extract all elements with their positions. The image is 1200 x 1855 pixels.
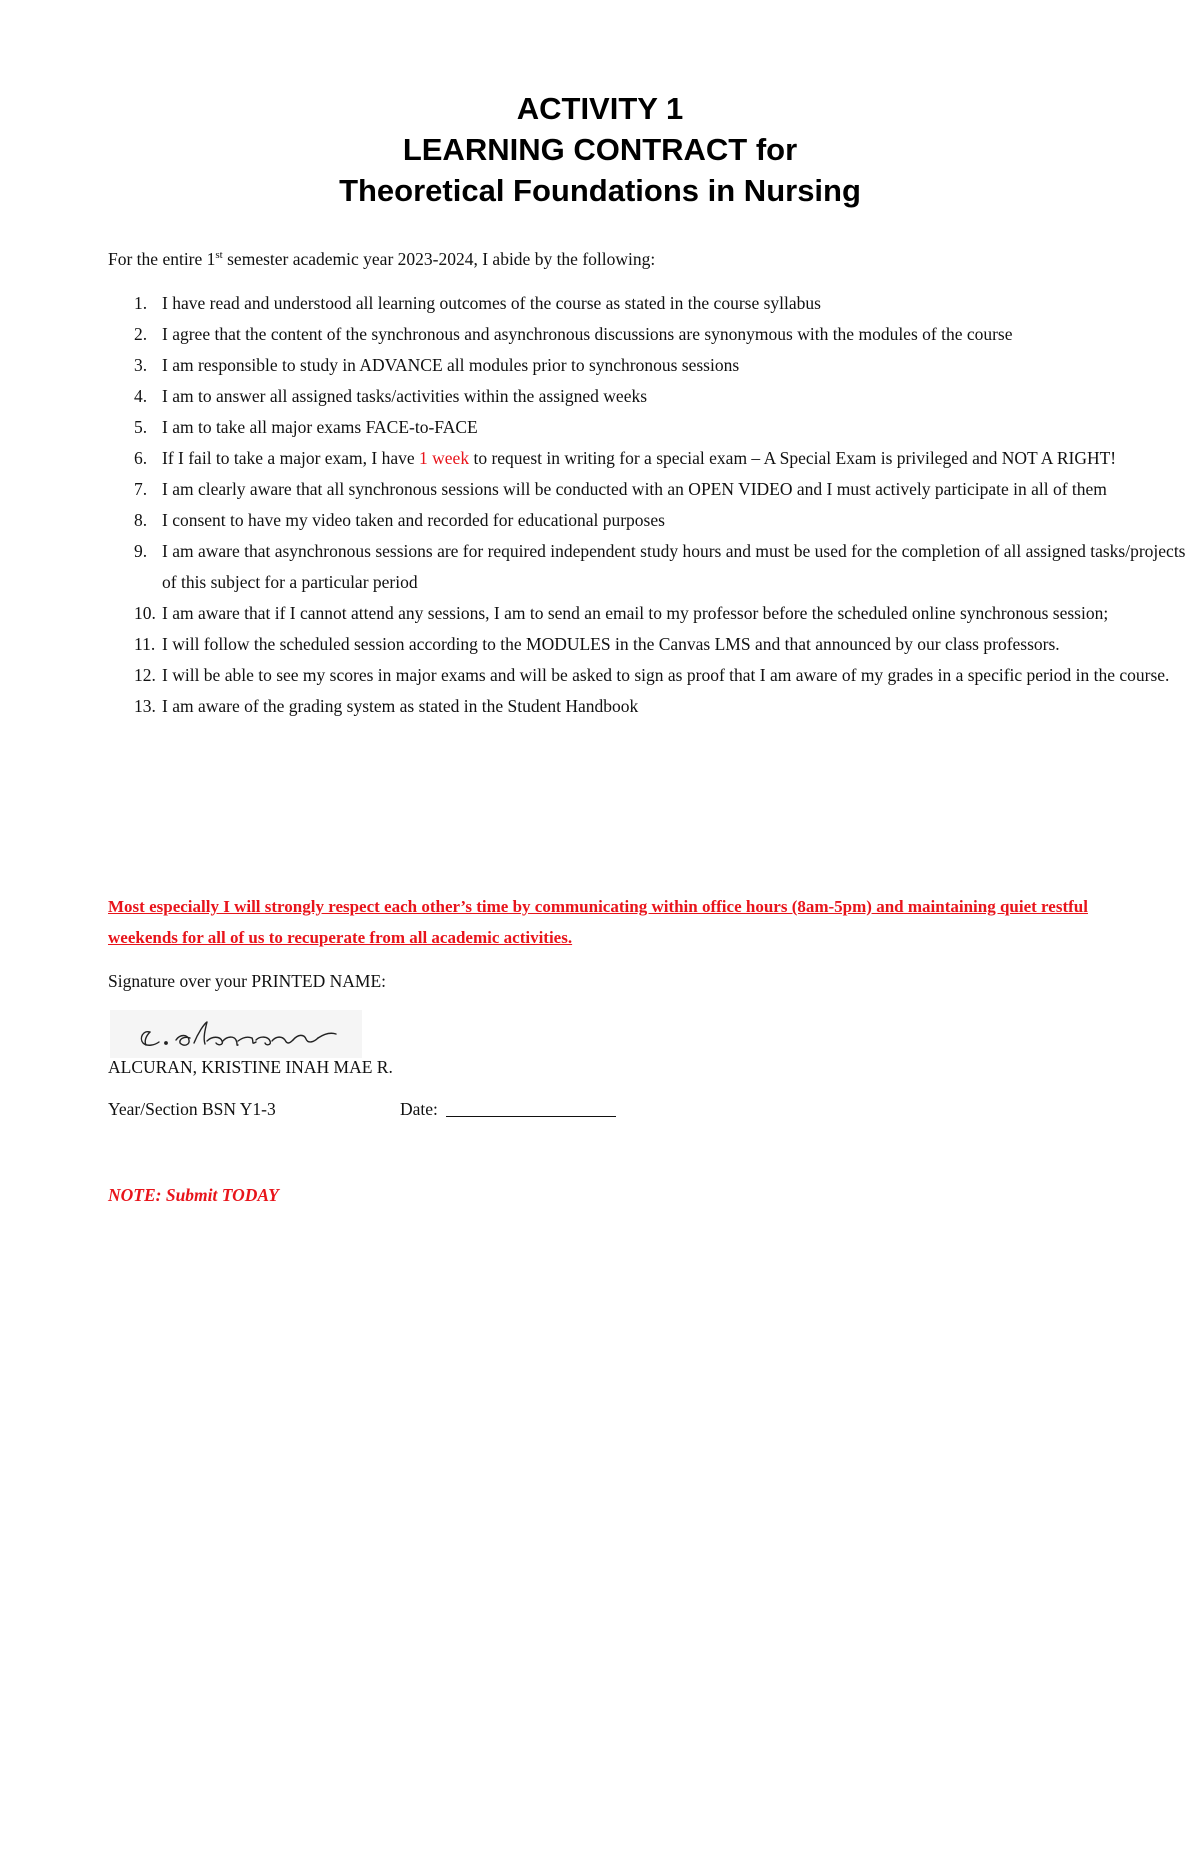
title-line-contract: LEARNING CONTRACT for (402, 132, 798, 167)
clause-number: 10. (134, 603, 156, 623)
clause-number: 7. (134, 479, 148, 499)
contract-clause-list (108, 288, 1186, 722)
clause-number: 5. (134, 417, 148, 437)
clause-item (108, 505, 1192, 536)
clause-number: 1. (134, 293, 148, 313)
clause-item (108, 288, 1192, 319)
clause-number: 6. (134, 448, 148, 468)
date-label: Date: (400, 1099, 438, 1119)
signature-image (110, 1010, 362, 1058)
emphasis-statement: Most especially I will strongly respect each other’s time by communicating within office hours (8am-5pm) and maintaining quiet restful weekends for all of us to recuperate from all academic activities. (108, 897, 1088, 947)
clause-item (108, 536, 1192, 598)
clause-text: I am to answer all assigned tasks/activities within the assigned weeks (162, 386, 648, 406)
clause-text: I agree that the content of the synchronous and asynchronous discussions are synonymous with the modules of the course (162, 324, 1013, 344)
clause-text-after: to request in writing for a special exam – A Special Exam is privileged and NOT A RIGHT! (469, 448, 1117, 468)
clause-item (108, 474, 1192, 505)
submission-note: NOTE: Submit TODAY (108, 1185, 279, 1205)
intro-paragraph (108, 247, 655, 271)
clause-item (108, 319, 1192, 350)
clause-text: I consent to have my video taken and recorded for educational purposes (162, 510, 665, 530)
clause-item (108, 412, 1192, 443)
clause-item (108, 381, 1192, 412)
clause-text: I am aware of the grading system as stated in the Student Handbook (162, 696, 639, 716)
date-blank-line (446, 1116, 616, 1117)
handwritten-signature (110, 1010, 362, 1058)
clause-text: I am aware that asynchronous sessions are for required independent study hours and must be used for the completion of all assigned tasks/projects of this subject for a particular period (162, 541, 1186, 592)
clause-text: I will be able to see my scores in major exams and will be asked to sign as proof that I am aware of my grades in a specific period in the course. (162, 665, 1170, 685)
clause-number: 11. (134, 634, 156, 654)
signature-label: Signature over your PRINTED NAME: (108, 971, 387, 991)
year-section: Year/Section BSN Y1-3 (108, 1099, 276, 1119)
clause-number: 12. (134, 665, 156, 685)
clause-highlight-deadline: 1 week (419, 448, 470, 468)
clause-text: I am responsible to study in ADVANCE all modules prior to synchronous sessions (162, 355, 740, 375)
printed-name: ALCURAN, KRISTINE INAH MAE R. (108, 1057, 393, 1077)
intro-text-before: For the entire 1 (108, 249, 216, 269)
title-line-course: Theoretical Foundations in Nursing (339, 173, 861, 208)
document-title (0, 88, 1200, 211)
clause-item (108, 350, 1192, 381)
intro-text-after: semester academic year 2023-2024, I abide by the following: (222, 249, 656, 269)
title-line-activity: ACTIVITY 1 (516, 91, 684, 126)
clause-number: 13. (134, 696, 156, 716)
clause-item (108, 691, 1192, 722)
clause-number: 4. (134, 386, 148, 406)
clause-text: I am to take all major exams FACE-to-FACE (162, 417, 478, 437)
clause-text: I will follow the scheduled session according to the MODULES in the Canvas LMS and that announced by our class professors. (162, 634, 1060, 654)
clause-item (108, 629, 1192, 660)
clause-number: 9. (134, 541, 148, 561)
clause-text: I am aware that if I cannot attend any sessions, I am to send an email to my professor before the scheduled online synchronous session; (162, 603, 1109, 623)
clause-text: I have read and understood all learning outcomes of the course as stated in the course syllabus (162, 293, 821, 313)
clause-item (108, 598, 1192, 629)
clause-number: 8. (134, 510, 148, 530)
clause-item (108, 660, 1192, 691)
clause-number: 2. (134, 324, 148, 344)
clause-text: I am clearly aware that all synchronous sessions will be conducted with an OPEN VIDEO and I must actively participate in all of them (162, 479, 1107, 499)
clause-text-before: If I fail to take a major exam, I have (162, 448, 420, 468)
intro-ordinal-suffix: st (215, 249, 223, 262)
clause-item (108, 443, 1192, 474)
clause-number: 3. (134, 355, 148, 375)
